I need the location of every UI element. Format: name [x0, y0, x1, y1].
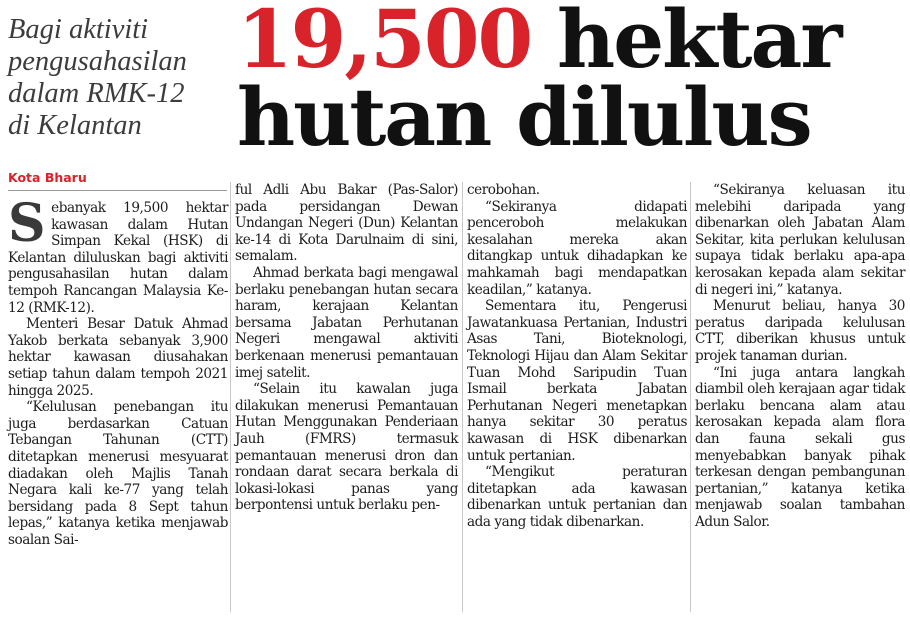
paragraph-text: ebanyak 19,500 hektar kawasan dalam Hutan Simpan Kekal (HSK) di Kelantan diluluskan bagi aktiviti pengusahasilan hutan dalam tempoh Rancangan Malaysia Ke-12 (RMK-12). [8, 200, 228, 316]
article-paragraph: Menteri Besar Datuk Ahmad Yakob berkata sebanyak 3,900 hektar kawasan diusahakan setiap tahun dalam tempoh 2021 hingga 2025. [8, 316, 228, 399]
headline-line-1 [237, 0, 841, 86]
article-paragraph: ful Adli Abu Bakar (Pas-Salor) pada persidangan Dewan Undangan Negeri (Dun) Kelantan ke-14 di Kota Darulnaim di sini, semalam. [235, 182, 458, 265]
byline-divider [8, 190, 227, 191]
article-column-2 [235, 182, 458, 514]
kicker-line: Bagi aktiviti [8, 14, 149, 45]
article-paragraph: Ahmad berkata bagi mengawal berlaku penebangan hutan secara haram, kerajaan Kelantan bersama Jabatan Perhutanan Negeri mengawal aktiviti berkenaan menerusi pemantauan imej satelit. [235, 264, 458, 381]
kicker-subheadline [8, 14, 233, 142]
byline-location: Kota Bharu [8, 170, 87, 185]
article-column-3 [467, 182, 687, 530]
headline [237, 0, 841, 164]
kicker-line: di Kelantan [8, 110, 142, 141]
article-column-4 [695, 182, 905, 530]
article-paragraph: “Sekiranya keluasan itu melebihi daripada yang dibenarkan oleh Jabatan Alam Sekitar, kita perlukan kelulusan supaya tidak berlaku apa-apa kerosakan kepada alam sekitar di negeri ini,” katanya. [695, 182, 905, 298]
headline-word: hektar [557, 0, 841, 86]
headline-number: 19,500 [237, 0, 532, 86]
column-divider [690, 182, 691, 612]
article-paragraph: “Selain itu kawalan juga dilakukan menerusi Pemantauan Hutan Menggunakan Penderiaan Jauh (FMRS) termasuk pemantauan menerusi dron dan rondaan darat secara berkala di lokasi-lokasi panas yang berpontensi untuk berlaku pen- [235, 381, 458, 514]
kicker-line: pengusahasilan [8, 46, 187, 77]
column-divider [462, 182, 463, 612]
article-paragraph: Sementara itu, Pengerusi Jawatankuasa Pertanian, Industri Asas Tani, Bioteknologi, Teknologi Hijau dan Alam Sekitar Tuan Mohd Saripudin Tuan Ismail berkata Jabatan Perhutanan Negeri menetapkan hanya sekitar 30 peratus kawasan di HSK dibenarkan untuk pertanian. [467, 298, 687, 464]
article-paragraph: “Sekiranya didapati penceroboh melakukan kesalahan mereka akan ditangkap untuk dihadapkan ke mahkamah bagi mendapatkan keadilan,” katanya. [467, 198, 687, 298]
article-paragraph: “Mengikut peraturan ditetapkan ada kawasan dibenarkan untuk pertanian dan ada yang tidak dibenarkan. [467, 464, 687, 530]
drop-cap: S [8, 193, 46, 254]
article-paragraph: “Ini juga antara langkah diambil oleh kerajaan agar tidak berlaku bencana alam atau kerosakan kepada alam flora dan fauna sekali gus menyebabkan banyak pihak terkesan dengan pembangunan pertanian,” katanya ketika menjawab soalan tambahan Adun Salor. [695, 364, 905, 530]
article-paragraph: “Kelulusan penebangan itu juga berdasarkan Catuan Tebangan Tahunan (CTT) ditetapkan menerusi mesyuarat diadakan oleh Majlis Tanah Negara kali ke-77 yang telah bersidang pada 8 Sept tahun lepas,” katanya ketika menjawab soalan Sai- [8, 399, 228, 548]
article-column-1 [8, 193, 228, 548]
column-divider [230, 182, 231, 612]
article-paragraph [8, 193, 228, 316]
article-paragraph: cerobohan. [467, 182, 540, 198]
kicker-line: dalam RMK-12 [8, 78, 185, 109]
article-paragraph: Menurut beliau, hanya 30 peratus daripada kelulusan CTT, diberikan khusus untuk projek tanaman durian. [695, 298, 905, 364]
headline-line-2: hutan dilulus [237, 70, 811, 164]
